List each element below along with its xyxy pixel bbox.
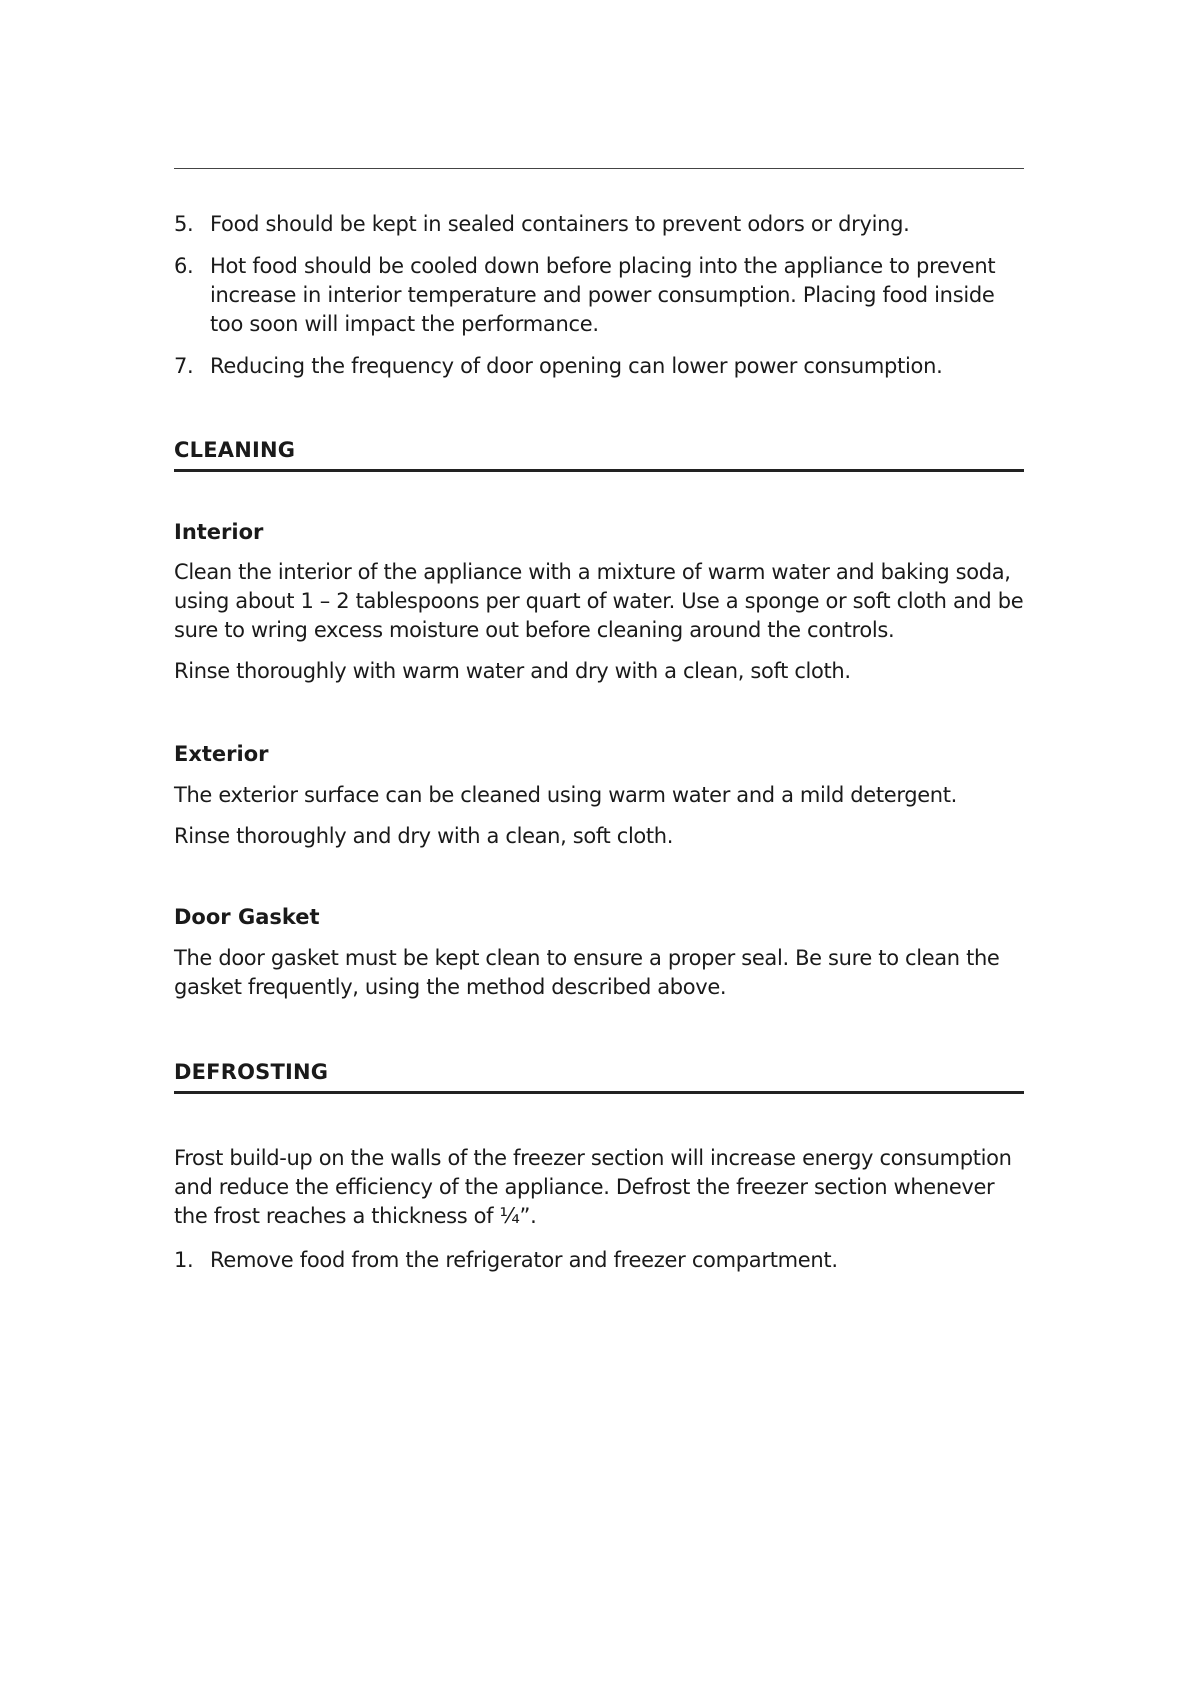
interior-heading: Interior xyxy=(174,520,264,544)
list-text: Reducing the frequency of door opening can lower power consumption. xyxy=(210,354,943,378)
door-gasket-body xyxy=(174,944,1030,1014)
defrosting-body xyxy=(174,1144,1030,1243)
list-item xyxy=(174,352,1026,381)
cleaning-heading: CLEANING xyxy=(174,436,1024,472)
paragraph: Rinse thoroughly with warm water and dry with a clean, soft cloth. xyxy=(174,659,851,683)
list-number: 6. xyxy=(174,254,194,278)
list-number: 7. xyxy=(174,354,194,378)
defrosting-heading: DEFROSTING xyxy=(174,1058,1024,1094)
top-divider xyxy=(174,168,1024,169)
list-text: Hot food should be cooled down before placing into the appliance to prevent increase in interior temperature and power consumption. Placing food inside too soon will impact the performance. xyxy=(210,254,996,336)
paragraph: Frost build-up on the walls of the freezer section will increase energy consumption and reduce the efficiency of the appliance. Defrost the freezer section whenever the frost reaches a thickness of ¼”. xyxy=(174,1146,1012,1228)
paragraph: The exterior surface can be cleaned using warm water and a mild detergent. xyxy=(174,783,957,807)
list-text: Remove food from the refrigerator and freezer compartment. xyxy=(210,1248,838,1272)
paragraph: Rinse thoroughly and dry with a clean, soft cloth. xyxy=(174,824,674,848)
paragraph: The door gasket must be kept clean to ensure a proper seal. Be sure to clean the gasket frequently, using the method described above. xyxy=(174,946,1000,999)
interior-body xyxy=(174,558,1030,698)
list-item xyxy=(174,210,1026,239)
door-gasket-heading: Door Gasket xyxy=(174,905,320,929)
list-item xyxy=(174,252,1026,339)
exterior-heading: Exterior xyxy=(174,742,269,766)
list-text: Food should be kept in sealed containers to prevent odors or drying. xyxy=(210,212,910,236)
defrost-steps-list xyxy=(174,1246,1026,1288)
paragraph: Clean the interior of the appliance with a mixture of warm water and baking soda, using about 1 – 2 tablespoons per quart of water. Use a sponge or soft cloth and be sure to wring excess moisture out before cleaning around the controls. xyxy=(174,560,1024,642)
list-number: 5. xyxy=(174,212,194,236)
list-item xyxy=(174,1246,1026,1275)
list-number: 1. xyxy=(174,1248,194,1272)
exterior-body xyxy=(174,781,1030,863)
tips-list xyxy=(174,210,1026,394)
